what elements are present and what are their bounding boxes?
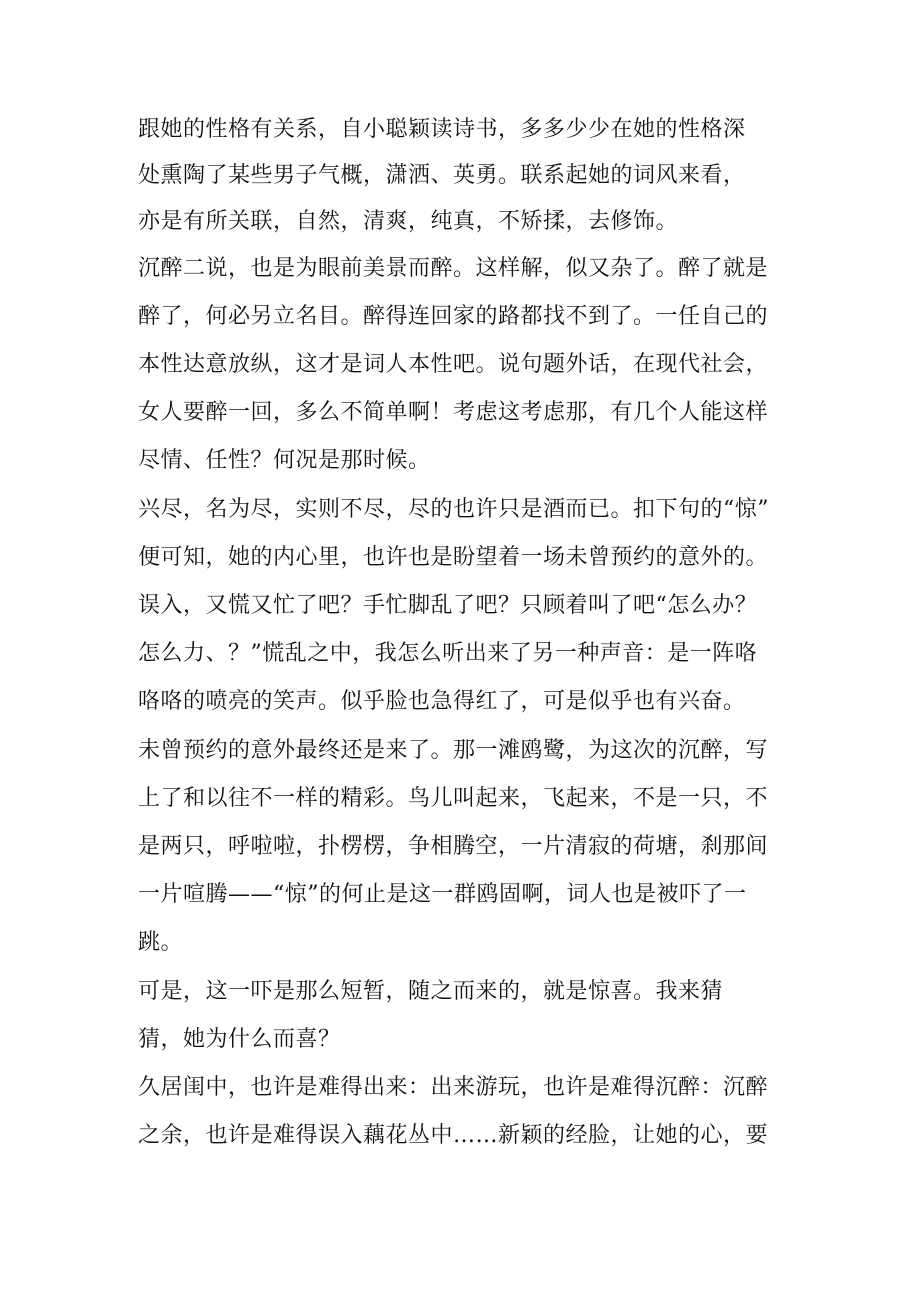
text-line: 处熏陶了某些男子气概，潇洒、英勇。联系起她的词风来看， <box>138 163 746 188</box>
text-line: 沉醉二说，也是为眼前美景而醉。这样解，似又杂了。醉了就是 <box>138 256 769 281</box>
text-line: 之余，也许是难得误入藕花丛中……新颖的经脸，让她的心，要 <box>138 1123 769 1148</box>
text-line: 尽情、任性？何况是那时候。 <box>138 448 431 473</box>
text-line: 醉了，何必另立名目。醉得连回家的路都找不到了。一任自己的 <box>138 304 769 329</box>
text-line: 跳。 <box>138 930 184 955</box>
text-line: 上了和以往不一样的精彩。鸟儿叫起来，飞起来，不是一只，不 <box>138 786 769 811</box>
text-line: 误入，又慌又忙了吧？手忙脚乱了吧？只顾着叫了吧“怎么办？ <box>138 593 758 618</box>
text-line: 跟她的性格有关系，自小聪颖读诗书，多多少少在她的性格深 <box>138 117 746 142</box>
text-line: 一片喧腾——“惊”的何止是这一群鸥固啊，词人也是被吓了一 <box>138 882 747 907</box>
text-line: 怎么力、？”慌乱之中，我怎么听出来了另一种声音：是一阵咯 <box>138 641 758 666</box>
text-line: 可是，这一吓是那么短暂，随之而来的，就是惊喜。我来猜 <box>138 979 724 1004</box>
text-line: 兴尽，名为尽，实则不尽，尽的也许只是酒而已。扣下句的“惊” <box>138 497 769 522</box>
text-line: 咯咯的喷亮的笑声。似乎脸也急得红了，可是似乎也有兴奋。 <box>138 689 746 714</box>
text-line: 本性达意放纵，这才是词人本性吧。说句题外话，在现代社会， <box>138 352 769 377</box>
text-line: 便可知，她的内心里，也许也是盼望着一场未曾预约的意外的。 <box>138 545 769 570</box>
text-line: 是两只，呼啦啦，扑楞楞，争相腾空，一片清寂的荷塘，刹那间 <box>138 834 769 859</box>
text-line: 亦是有所关联，自然，清爽，纯真，不矫揉，去修饰。 <box>138 209 679 234</box>
text-line: 久居闺中，也许是难得出来：出来游玩，也许是难得沉醉：沉醉 <box>138 1075 769 1100</box>
text-line: 猜，她为什么而喜？ <box>138 1027 341 1052</box>
text-line: 未曾预约的意外最终还是来了。那一滩鸥鹭，为这次的沉醉，写 <box>138 738 769 763</box>
text-line: 女人要醉一回，多么不简单啊！考虑这考虑那，有几个人能这样 <box>138 400 769 425</box>
